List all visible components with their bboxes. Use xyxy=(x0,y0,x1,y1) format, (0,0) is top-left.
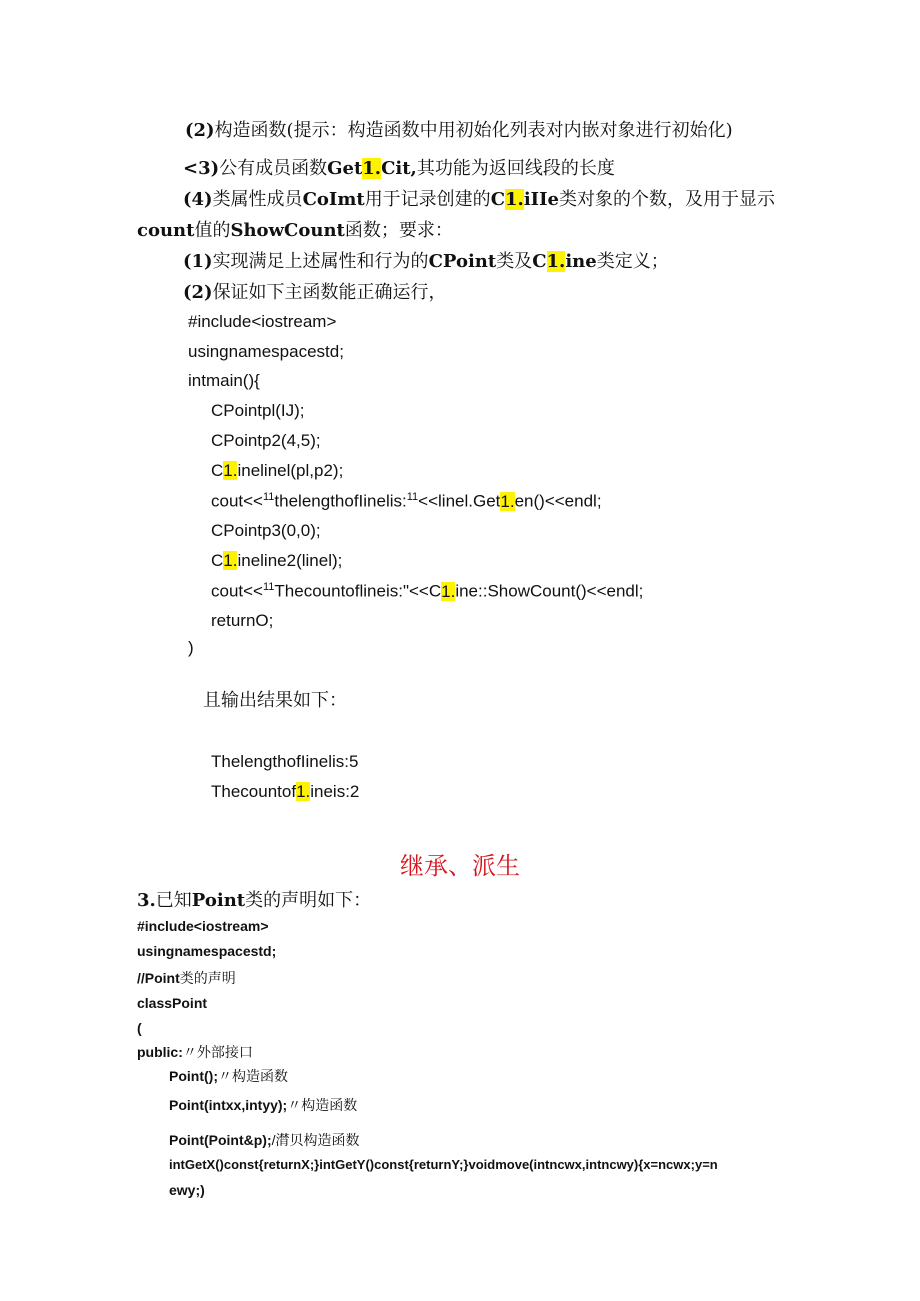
item-text: 类属性成员 xyxy=(212,189,303,210)
code-line: cout<<$^{11}$Thecountoflineis:"<<C1.ine::ShowCount()<<endl; xyxy=(211,581,644,601)
code-line: Point();〃构造函数 xyxy=(169,1068,288,1084)
highlighted-token: 1. xyxy=(505,189,524,210)
code-token: ine xyxy=(565,251,597,272)
item-number: (1) xyxy=(183,251,213,272)
code-line: C1.ineline2(linel); xyxy=(211,551,343,570)
section-heading: 继承、派生 xyxy=(400,852,520,880)
item-text: 构造函数(提示：构造函数中用初始化列表对内嵌对象进行初始化) xyxy=(214,120,733,141)
requirement-1 xyxy=(183,253,669,271)
item-number: (2) xyxy=(183,282,213,303)
code-line: returnO; xyxy=(211,611,274,630)
code-line: usingnamespacestd; xyxy=(137,943,277,959)
code-line: cout<<$^{11}$thelengthofIinelis:$^{11}$<<linel.Get1.en()<<endl; xyxy=(211,491,602,511)
code-line: Point(Point&p);/潸贝构造函数 xyxy=(169,1132,360,1148)
code-line: #include<iostream> xyxy=(137,918,269,934)
code-line: usingnamespacestd; xyxy=(188,342,344,361)
code-line: intGetX()const{returnX;}intGetY()const{returnY;}voidmove(intncwx,intncwy){x=ncwx;y=n xyxy=(169,1157,718,1172)
question-3: 3.已知Point类的声明如下： xyxy=(137,890,372,911)
code-line: ewy;) xyxy=(169,1182,205,1198)
item-text: 公有成员函数 xyxy=(219,158,328,179)
output-intro: 且输出结果如下： xyxy=(203,690,347,711)
item-text: 其功能为返回线段的长度 xyxy=(416,158,615,179)
code-token: Ci xyxy=(381,158,403,179)
requirement-2 xyxy=(183,284,447,302)
item-text: 类定义； xyxy=(596,251,669,272)
code-line: classPoint xyxy=(137,995,208,1011)
output-line: Thecountof1.ineis:2 xyxy=(211,782,360,801)
code-line: CPointpl(IJ); xyxy=(211,401,305,420)
code-token: Get xyxy=(327,158,363,179)
item-2-constructor xyxy=(185,122,733,140)
item-text: 实现满足上述属性和行为的 xyxy=(212,251,429,272)
code-token: t, xyxy=(402,158,417,179)
item-3-getlen xyxy=(183,160,615,178)
highlighted-token: 1. xyxy=(546,251,566,272)
code-line: //Point类的声明 xyxy=(137,970,236,986)
item-number: (2) xyxy=(185,120,215,141)
item-4-count xyxy=(183,191,775,209)
code-line: #include<iostream> xyxy=(188,312,337,331)
highlighted-token: 1. xyxy=(500,491,515,511)
code-token: CPoint xyxy=(428,251,497,272)
item-4-count-cont xyxy=(137,222,453,240)
code-token: iIIe xyxy=(523,189,559,210)
item-number: (4) xyxy=(183,189,213,210)
code-line: ( xyxy=(137,1020,142,1036)
item-text: 保证如下主函数能正确运行， xyxy=(212,282,447,303)
code-line: ) xyxy=(188,638,194,657)
code-line: Point(intxx,intyy);〃构造函数 xyxy=(169,1097,358,1113)
code-token: count xyxy=(137,220,195,241)
code-line: intmain(){ xyxy=(188,371,260,390)
item-text: 类对象的个数，及用于显示 xyxy=(558,189,775,210)
code-line: CPointp2(4,5); xyxy=(211,431,321,450)
highlighted-token: 1. xyxy=(296,782,311,801)
highlighted-token: 1. xyxy=(441,581,456,601)
highlighted-token: 1. xyxy=(362,158,382,179)
item-text: 值的 xyxy=(194,220,231,241)
highlighted-token: 1. xyxy=(223,551,238,570)
output-line: ThelengthofIinelis:5 xyxy=(211,752,359,771)
code-line: CPointp3(0,0); xyxy=(211,521,321,540)
item-text: 类及 xyxy=(496,251,533,272)
code-line: public:〃外部接口 xyxy=(137,1044,253,1060)
code-token: C xyxy=(532,251,547,272)
code-token: C xyxy=(490,189,506,210)
code-line: C1.inelinel(pl,p2); xyxy=(211,461,344,480)
code-token: ShowCount xyxy=(230,220,345,241)
item-number: <3) xyxy=(183,158,220,179)
highlighted-token: 1. xyxy=(223,461,238,480)
code-token: CoImt xyxy=(302,189,365,210)
item-text: 用于记录创建的 xyxy=(364,189,491,210)
item-text: 函数；要求： xyxy=(344,220,453,241)
